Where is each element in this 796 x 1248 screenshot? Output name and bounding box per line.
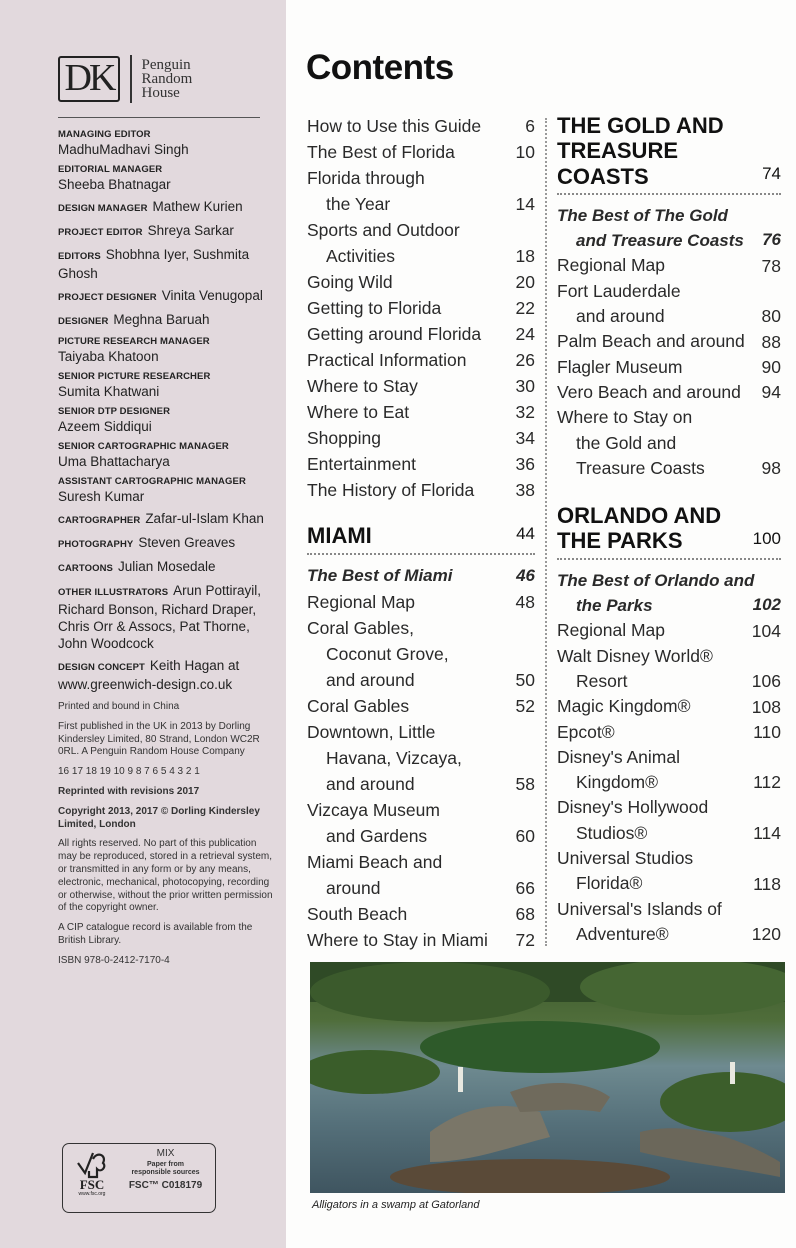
alligator-swamp-photo xyxy=(310,962,785,1193)
section-heading[interactable] xyxy=(557,113,781,195)
toc-entry-line: Entertainment xyxy=(307,454,416,474)
page-number: 108 xyxy=(751,696,781,717)
toc-entry-line: Regional Map xyxy=(557,620,665,641)
page-number: 32 xyxy=(515,402,535,422)
column-separator xyxy=(545,118,547,946)
credit-role: EDITORS xyxy=(58,251,101,262)
toc-entry[interactable] xyxy=(557,203,781,254)
toc-entry-line: and Treasure Coasts xyxy=(576,231,744,251)
page-number: 20 xyxy=(515,272,535,292)
credit-role: PHOTOGRAPHY xyxy=(58,539,134,550)
toc-entry-line: Where to Stay on xyxy=(557,407,693,428)
credit-name: Zafar-ul-Islam Khan xyxy=(145,511,264,526)
page-number: 26 xyxy=(515,350,535,370)
credit-entry xyxy=(58,128,273,158)
toc-entry-line: Practical Information xyxy=(307,350,467,370)
section-heading[interactable] xyxy=(557,503,781,560)
toc-entry-line: THE GOLD AND xyxy=(557,113,724,138)
credit-name: MadhuMadhavi Singh xyxy=(58,142,189,157)
page-number: 100 xyxy=(752,528,781,548)
page-number: 102 xyxy=(752,595,781,615)
fsc-logo-text: FSC xyxy=(79,1177,105,1192)
page-number: 44 xyxy=(516,524,535,543)
page-number: 38 xyxy=(515,480,535,500)
toc-entry[interactable] xyxy=(307,165,535,217)
page-number: 110 xyxy=(753,721,781,742)
imprint-text: 16 17 18 19 10 9 8 7 6 5 4 3 2 1 xyxy=(58,766,200,778)
toc-entry[interactable] xyxy=(307,425,535,451)
credit-role: CARTOGRAPHER xyxy=(58,515,141,526)
credit-entry xyxy=(58,222,273,241)
credit-role: SENIOR DTP DESIGNER xyxy=(58,406,171,417)
page-number: 120 xyxy=(751,924,781,945)
credit-role: OTHER ILLUSTRATORS xyxy=(58,587,169,598)
logo-divider xyxy=(130,55,132,103)
toc-entry-line: Vero Beach and around xyxy=(557,381,741,402)
section-heading[interactable] xyxy=(307,523,535,555)
toc-entry-line: Adventure® xyxy=(576,923,669,944)
toc-entry[interactable] xyxy=(557,795,781,846)
credit-name: Shreya Sarkar xyxy=(147,223,234,238)
toc-entry-line: The History of Florida xyxy=(307,480,475,500)
credit-entry xyxy=(58,475,273,505)
credit-name: Keith Hagan at www.greenwich-design.co.uk xyxy=(58,658,240,692)
credit-entry xyxy=(58,246,273,282)
fsc-line: Paper from xyxy=(147,1161,184,1168)
toc-entry-line: Kingdom® xyxy=(576,772,658,793)
imprint-page-panel xyxy=(0,0,286,1248)
toc-entry[interactable] xyxy=(307,477,535,503)
toc-entry-line: Where to Stay xyxy=(307,376,418,396)
dk-logo: DK xyxy=(58,56,120,102)
toc-entry[interactable] xyxy=(557,329,781,354)
toc-entry-line: Palm Beach and around xyxy=(557,331,745,352)
imprint-text: All rights reserved. No part of this publication may be reproduced, stored in a retrieval system, or transmitted in any form or by any means, electronic, mechanical, photocopying, recording or otherwise, without the prior written permission of the copyright owner. xyxy=(58,838,273,914)
toc-entry-line: Florida through xyxy=(307,168,425,188)
page-number: 18 xyxy=(515,246,535,266)
toc-entry-line: Getting to Florida xyxy=(307,298,442,318)
credit-name: Arun Pottirayil, Richard Bonson, Richard Draper, Chris Orr & Assocs, Pat Thorne, John Woodcock xyxy=(58,583,261,651)
toc-entry-line: Coral Gables xyxy=(307,696,410,716)
toc-entry-line: Where to Eat xyxy=(307,402,410,422)
credit-role: CARTOONS xyxy=(58,563,113,574)
toc-entry-line: COASTS xyxy=(557,163,649,189)
toc-entry-line: Walt Disney World® xyxy=(557,645,713,666)
page-number: 34 xyxy=(515,428,535,448)
toc-entry-line: Magic Kingdom® xyxy=(557,696,691,717)
toc-entry-line: Vizcaya Museum xyxy=(307,800,440,820)
toc-entry-line: Epcot® xyxy=(557,721,615,742)
fsc-tree-icon xyxy=(70,1149,114,1207)
page-number: 72 xyxy=(515,930,535,950)
page-number: 106 xyxy=(751,671,781,692)
credit-role: SENIOR PICTURE RESEARCHER xyxy=(58,371,211,382)
toc-entry[interactable] xyxy=(307,113,535,139)
toc-entry[interactable] xyxy=(307,901,535,927)
toc-entry-line: Flagler Museum xyxy=(557,356,683,377)
toc-entry-line: THE PARKS xyxy=(557,528,683,554)
page-number: 14 xyxy=(515,194,535,214)
toc-entry[interactable] xyxy=(307,347,535,373)
toc-entry-line: Disney's Hollywood xyxy=(557,797,709,818)
credit-entry xyxy=(58,534,273,553)
toc-entry[interactable] xyxy=(307,797,535,849)
toc-entry-line: and around xyxy=(326,774,415,794)
toc-entry[interactable] xyxy=(307,139,535,165)
toc-entry-line: Shopping xyxy=(307,428,381,448)
credit-name: Julian Mosedale xyxy=(118,559,216,574)
logo-line: Random xyxy=(141,71,193,87)
toc-entry-line: Going Wild xyxy=(307,272,393,292)
page-number: 66 xyxy=(515,878,535,898)
toc-entry[interactable] xyxy=(307,373,535,399)
credit-entry xyxy=(58,582,273,652)
toc-entry[interactable] xyxy=(557,279,781,330)
toc-entry[interactable] xyxy=(557,405,781,481)
toc-entry-line: Regional Map xyxy=(307,592,415,612)
toc-entry[interactable] xyxy=(307,589,535,615)
page-number: 104 xyxy=(751,620,781,641)
credits-list xyxy=(58,128,273,975)
page-number: 114 xyxy=(753,823,781,844)
photo-caption: Alligators in a swamp at Gatorland xyxy=(312,1199,480,1211)
credit-name: Meghna Baruah xyxy=(113,312,210,327)
toc-entry[interactable] xyxy=(557,380,781,405)
credit-entry xyxy=(58,311,273,330)
toc-entry-line: Treasure Coasts xyxy=(576,457,705,478)
page-number: 10 xyxy=(515,142,535,162)
page-number: 58 xyxy=(515,774,535,794)
toc-entry-line: TREASURE xyxy=(557,138,679,164)
credit-entry xyxy=(58,198,273,217)
toc-entry-line: Resort xyxy=(576,670,628,691)
page-number: 52 xyxy=(515,696,535,716)
toc-entry[interactable] xyxy=(557,846,781,897)
toc-entry[interactable] xyxy=(307,451,535,477)
toc-entry[interactable] xyxy=(557,618,781,643)
page-number: 112 xyxy=(753,772,781,793)
credit-name: Steven Greaves xyxy=(138,535,236,550)
credit-name: Sumita Khatwani xyxy=(58,384,160,399)
credit-role: ASSISTANT CARTOGRAPHIC MANAGER xyxy=(58,476,246,487)
page-number: 78 xyxy=(761,255,781,276)
credit-name: Shobhna Iyer, Sushmita Ghosh xyxy=(58,247,250,281)
toc-entry[interactable] xyxy=(307,693,535,719)
credit-name: Mathew Kurien xyxy=(152,199,243,214)
toc-entry[interactable] xyxy=(557,253,781,278)
credit-name: Taiyaba Khatoon xyxy=(58,349,159,364)
credit-role: DESIGNER xyxy=(58,316,109,327)
page-number: 98 xyxy=(761,458,781,479)
toc-entry-line: How to Use this Guide xyxy=(307,116,482,136)
imprint-text: Copyright 2013, 2017 © Dorling Kindersley Limited, London xyxy=(58,805,260,830)
page-number: 36 xyxy=(515,454,535,474)
page-number: 94 xyxy=(761,382,781,403)
toc-entry-line: Coral Gables, xyxy=(307,618,414,638)
fsc-web: www.fsc.org xyxy=(78,1191,106,1197)
toc-entry[interactable] xyxy=(557,355,781,380)
page-number: 24 xyxy=(515,324,535,344)
toc-entry-line: Universal Studios xyxy=(557,848,694,869)
credit-role: DESIGN CONCEPT xyxy=(58,662,145,673)
toc-entry[interactable] xyxy=(307,321,535,347)
toc-entry-line: South Beach xyxy=(307,904,408,924)
page-number: 80 xyxy=(761,306,781,327)
credit-role: MANAGING EDITOR xyxy=(58,129,151,140)
fsc-code: FSC™ C018179 xyxy=(128,1180,203,1191)
page-number: 22 xyxy=(515,298,535,318)
toc-entry[interactable] xyxy=(307,563,535,589)
logo-line: House xyxy=(141,85,180,101)
page-title: Contents xyxy=(306,48,454,87)
imprint-text: Printed and bound in China xyxy=(58,701,180,712)
toc-entry[interactable] xyxy=(557,694,781,719)
page-number: 118 xyxy=(753,873,781,894)
toc-entry-line: and around xyxy=(326,670,415,690)
credit-entry xyxy=(58,335,273,365)
credit-entry xyxy=(58,440,273,470)
credit-role: EDITORIAL MANAGER xyxy=(58,164,163,175)
logo-line: Penguin xyxy=(141,57,191,73)
toc-entry-line: Sports and Outdoor xyxy=(307,220,460,240)
credit-entry xyxy=(58,370,273,400)
toc-entry[interactable] xyxy=(557,720,781,745)
fsc-label xyxy=(62,1143,216,1213)
credit-entry xyxy=(58,405,273,435)
credit-entry xyxy=(58,287,273,306)
imprint-text: A CIP catalogue record is available from the British Library. xyxy=(58,922,253,946)
page-number: 50 xyxy=(515,670,535,690)
page-number: 74 xyxy=(762,163,781,183)
toc-entry[interactable] xyxy=(307,399,535,425)
credit-role: DESIGN MANAGER xyxy=(58,203,148,214)
credit-entry xyxy=(58,558,273,577)
toc-entry-line: Disney's Animal xyxy=(557,746,680,767)
credit-name: Uma Bhattacharya xyxy=(58,454,170,469)
credit-name: Suresh Kumar xyxy=(58,489,145,504)
toc-entry-line: The Best of Miami xyxy=(307,566,453,585)
toc-entry-line: The Best of Florida xyxy=(307,142,455,162)
toc-entry-line: The Best of Orlando and xyxy=(557,570,755,590)
toc-entry[interactable] xyxy=(307,719,535,797)
toc-entry[interactable] xyxy=(307,615,535,693)
credit-role: SENIOR CARTOGRAPHIC MANAGER xyxy=(58,441,229,452)
toc-entry-line: Universal's Islands of xyxy=(557,898,722,919)
fsc-line: responsible sources xyxy=(131,1169,200,1176)
credit-entry xyxy=(58,657,273,693)
toc-entry[interactable] xyxy=(307,269,535,295)
toc-entry[interactable] xyxy=(557,745,781,796)
penguin-random-house-logo xyxy=(142,58,193,100)
toc-entry[interactable] xyxy=(307,295,535,321)
toc-entry[interactable] xyxy=(557,897,781,948)
page-number: 68 xyxy=(515,904,535,924)
toc-entry-line: Havana, Vizcaya, xyxy=(326,748,462,768)
toc-entry-line: and around xyxy=(576,306,665,327)
toc-entry-line: and Gardens xyxy=(326,826,428,846)
imprint-text: Reprinted with revisions 2017 xyxy=(58,785,200,797)
toc-entry-line: ORLANDO AND xyxy=(557,503,722,529)
imprint-text: ISBN 978-0-2412-7170-4 xyxy=(58,954,170,966)
toc-entry-line: MIAMI xyxy=(307,523,372,548)
page-number: 30 xyxy=(515,376,535,396)
toc-entry-line: the Parks xyxy=(576,596,653,616)
toc-entry-line: Studios® xyxy=(576,822,648,843)
credit-name: Azeem Siddiqui xyxy=(58,419,152,434)
page-number: 76 xyxy=(762,230,781,250)
publisher-logo xyxy=(58,55,192,103)
credit-entry xyxy=(58,510,273,529)
credit-role: PROJECT DESIGNER xyxy=(58,292,157,303)
toc-entry-line: Florida® xyxy=(576,873,643,894)
toc-entry-line: Miami Beach and xyxy=(307,852,443,872)
page-number: 6 xyxy=(525,116,535,136)
toc-entry[interactable] xyxy=(307,927,535,953)
page-number: 90 xyxy=(761,356,781,377)
toc-entry-line: Regional Map xyxy=(557,255,665,276)
page-number: 60 xyxy=(515,826,535,846)
credit-entry xyxy=(58,163,273,193)
page-number: 88 xyxy=(761,331,781,352)
toc-entry-line: Downtown, Little xyxy=(307,722,436,742)
toc-entry-line: Activities xyxy=(326,246,396,266)
credit-name: Vinita Venugopal xyxy=(161,288,263,303)
toc-entry[interactable] xyxy=(307,217,535,269)
toc-entry-line: Where to Stay in Miami xyxy=(307,930,488,950)
page-number: 46 xyxy=(516,566,535,585)
imprint-text: First published in the UK in 2013 by Dorling Kindersley Limited, 80 Strand, London WC2R 0RL. A Penguin Random House Company xyxy=(58,720,260,758)
toc-entry-line: around xyxy=(326,878,381,898)
toc-entry[interactable] xyxy=(557,644,781,695)
toc-entry-line: Fort Lauderdale xyxy=(557,280,681,301)
toc-entry-line: the Gold and xyxy=(576,432,677,453)
divider xyxy=(58,117,260,118)
toc-entry-line: The Best of The Gold xyxy=(557,205,728,225)
toc-entry[interactable] xyxy=(557,568,781,619)
toc-entry-line: Coconut Grove, xyxy=(326,644,449,664)
credit-role: PROJECT EDITOR xyxy=(58,227,143,238)
credit-name: Sheeba Bhatnagar xyxy=(58,177,171,192)
page-number: 48 xyxy=(515,592,535,612)
fsc-mix: MIX xyxy=(156,1148,175,1159)
toc-entry[interactable] xyxy=(307,849,535,901)
contents-column-2 xyxy=(557,113,781,947)
contents-column-1 xyxy=(307,113,535,953)
toc-entry-line: Getting around Florida xyxy=(307,324,482,344)
toc-entry-line: the Year xyxy=(326,194,391,214)
credit-role: PICTURE RESEARCH MANAGER xyxy=(58,336,210,347)
